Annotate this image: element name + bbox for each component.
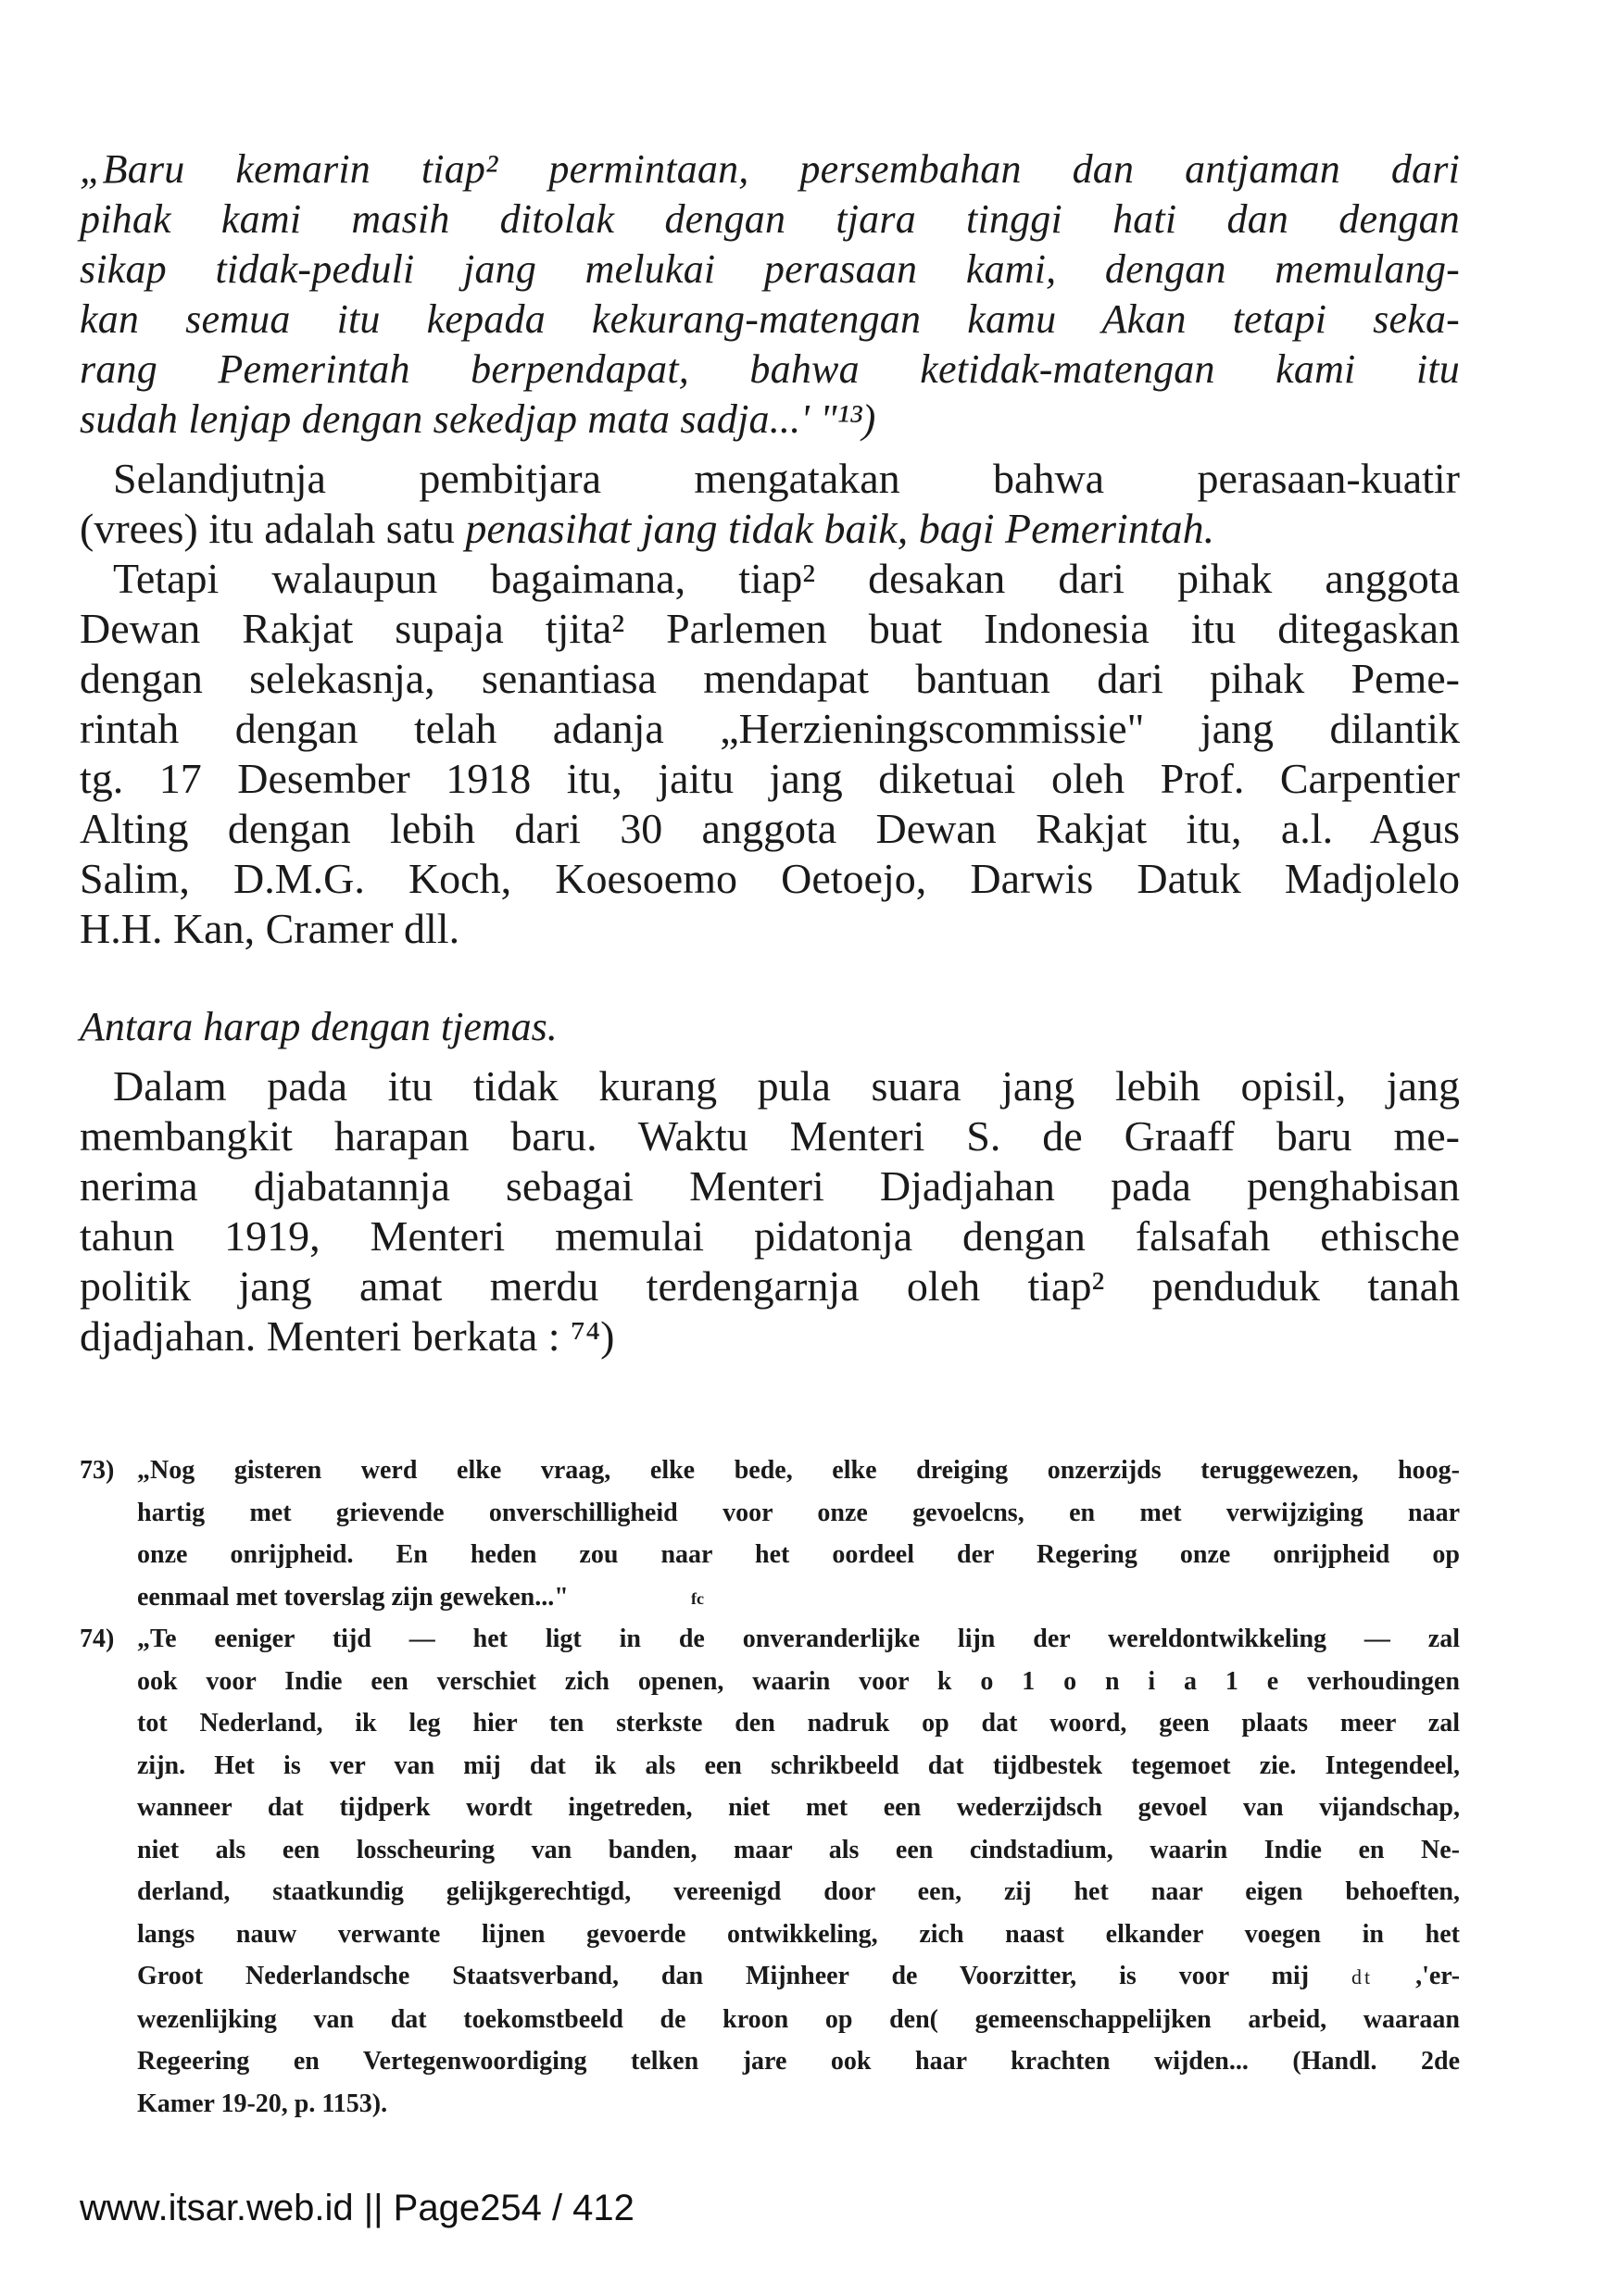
paragraph-line: H.H. Kan, Cramer dll. — [80, 905, 460, 952]
page-footer: www.itsar.web.id || Page254 / 412 — [80, 2188, 635, 2228]
paragraph-line: membangkit harapan baru. Waktu Menteri S. de Graaff baru me- — [80, 1112, 1460, 1160]
paragraph-line: politik jang amat merdu terdengarnja oleh tiap² penduduk tanah — [80, 1262, 1460, 1310]
paragraph-line: tahun 1919, Menteri memulai pidatonja dengan falsafah ethische — [80, 1212, 1460, 1260]
paragraph-line: Alting dengan lebih dari 30 anggota Dewan Rakjat itu, a.l. Agus — [80, 805, 1460, 852]
paragraph-text: (vrees) itu adalah satu — [80, 505, 466, 552]
footnote-line: Regeering en Vertegenwoordiging telken jare ook haar krachten wijden... (Handl. 2de — [137, 2047, 1460, 2076]
emphasis-text: penasihat jang tidak baik, bagi Pemerintah. — [465, 505, 1215, 552]
footnote-line: „Te eeniger tijd — het ligt in de onveranderlijke lijn der wereldontwikkeling — zal — [137, 1625, 1460, 1653]
paragraph-line: rintah dengan telah adanja „Herzieningscommissie" jang dilantik — [80, 705, 1460, 752]
paragraph-line: dengan selekasnja, senantiasa mendapat bantuan dari pihak Peme- — [80, 655, 1460, 702]
footnote — [80, 1618, 1460, 2125]
quote-line: sikap tidak-peduli jang melukai perasaan kami, dengan memulang- — [80, 246, 1460, 292]
footnote-line: tot Nederland, ik leg hier ten sterkste den nadruk op dat woord, geen plaats meer zal — [137, 1709, 1460, 1738]
footnote-text: Groot Nederlandsche Staatsverband, dan Mijnheer de Voorzitter, is voor mij — [137, 1962, 1310, 1990]
quote-line: rang Pemerintah berpendapat, bahwa ketidak-matengan kami itu — [80, 346, 1460, 392]
footnote — [80, 1449, 1460, 1618]
footnote-number: 73) — [80, 1456, 115, 1485]
footnote-line: derland, staatkundig gelijkgerechtigd, vereenigd door een, zij het naar eigen behoeften, — [137, 1877, 1460, 1906]
footnote-line: langs nauw verwante lijnen gevoerde ontwikkeling, zich naast elkander voegen in het — [137, 1919, 1460, 1949]
quote-block — [80, 144, 1460, 445]
section-heading: Antara harap dengan tjemas. — [80, 1004, 558, 1049]
footnote-line: Kamer 19-20, p. 1153). — [137, 2089, 388, 2118]
footnote-line: zijn. Het is ver van mij dat ik als een schrikbeeld dat tijdbestek tegemoet zie. Integendeel, — [137, 1750, 1460, 1780]
footnote-line: niet als een losscheuring van banden, maar als een cindstadium, waarin Indie en Ne- — [137, 1835, 1460, 1864]
quote-line: pihak kami masih ditolak dengan tjara tinggi hati dan dengan — [80, 196, 1460, 242]
footnote-line: hartig met grievende onverschilligheid voor onze gevoelcns, en met verwijziging naar — [137, 1498, 1460, 1527]
footnote-73 — [80, 1449, 1460, 1618]
paragraph-line: nerima djabatannja sebagai Menteri Djadjahan pada penghabisan — [80, 1162, 1460, 1210]
footnote-line — [137, 1955, 1460, 1999]
stray-mark: fc — [691, 1589, 704, 1608]
paragraph-line: Dewan Rakjat supaja tjita² Parlemen buat Indonesia itu ditegaskan — [80, 605, 1460, 652]
footnote-line: ook voor Indie een verschiet zich openen, waarin voor k o 1 o n i a 1 e verhoudingen — [137, 1666, 1460, 1696]
footnote-line: eenmaal met toverslag zijn geweken..." — [137, 1582, 569, 1612]
footnote-small-text: dt — [1351, 1965, 1374, 1989]
paragraph-2 — [80, 554, 1460, 954]
paragraph-line: Tetapi walaupun bagaimana, tiap² desakan dari pihak anggota — [113, 555, 1460, 602]
footnote-line: wezenlijking van dat toekomstbeeld de kroon op den( gemeenschappelijken arbeid, waaraan — [137, 2004, 1460, 2034]
paragraph-line: Dalam pada itu tidak kurang pula suara jang lebih opisil, jang — [113, 1062, 1460, 1110]
paragraph-line: tg. 17 Desember 1918 itu, jaitu jang diketuai oleh Prof. Carpentier — [80, 755, 1460, 802]
footnote-number: 74) — [80, 1625, 115, 1653]
quote-line: „Baru kemarin tiap² permintaan, persembahan dan antjaman dari — [80, 146, 1460, 192]
quote-line: sudah lenjap dengan sekedjap mata sadja...' "¹³) — [80, 396, 876, 442]
quote-line: kan semua itu kepada kekurang-matengan kamu Akan tetapi seka- — [80, 296, 1460, 342]
footnote-line: onze onrijpheid. En heden zou naar het oordeel der Regering onze onrijpheid op — [137, 1540, 1460, 1569]
footnote-74 — [80, 1618, 1460, 2125]
paragraph-line — [80, 504, 1460, 554]
footnote-line: wanneer dat tijdperk wordt ingetreden, niet met een wederzijdsch gevoel van vijandschap, — [137, 1793, 1460, 1822]
footnote-text: ,'er- — [1415, 1962, 1461, 1990]
paragraph-line: Salim, D.M.G. Koch, Koesoemo Oetoejo, Darwis Datuk Madjolelo — [80, 855, 1460, 902]
paragraph-line: Selandjutnja pembitjara mengatakan bahwa perasaan-kuatir — [113, 455, 1460, 502]
paragraph-line: djadjahan. Menteri berkata : ⁷⁴) — [80, 1312, 615, 1360]
paragraph-1 — [80, 454, 1460, 554]
footnote-line: „Nog gisteren werd elke vraag, elke bede, elke dreiging onzerzijds teruggewezen, hoog- — [137, 1456, 1460, 1485]
paragraph-3 — [80, 1061, 1460, 1361]
